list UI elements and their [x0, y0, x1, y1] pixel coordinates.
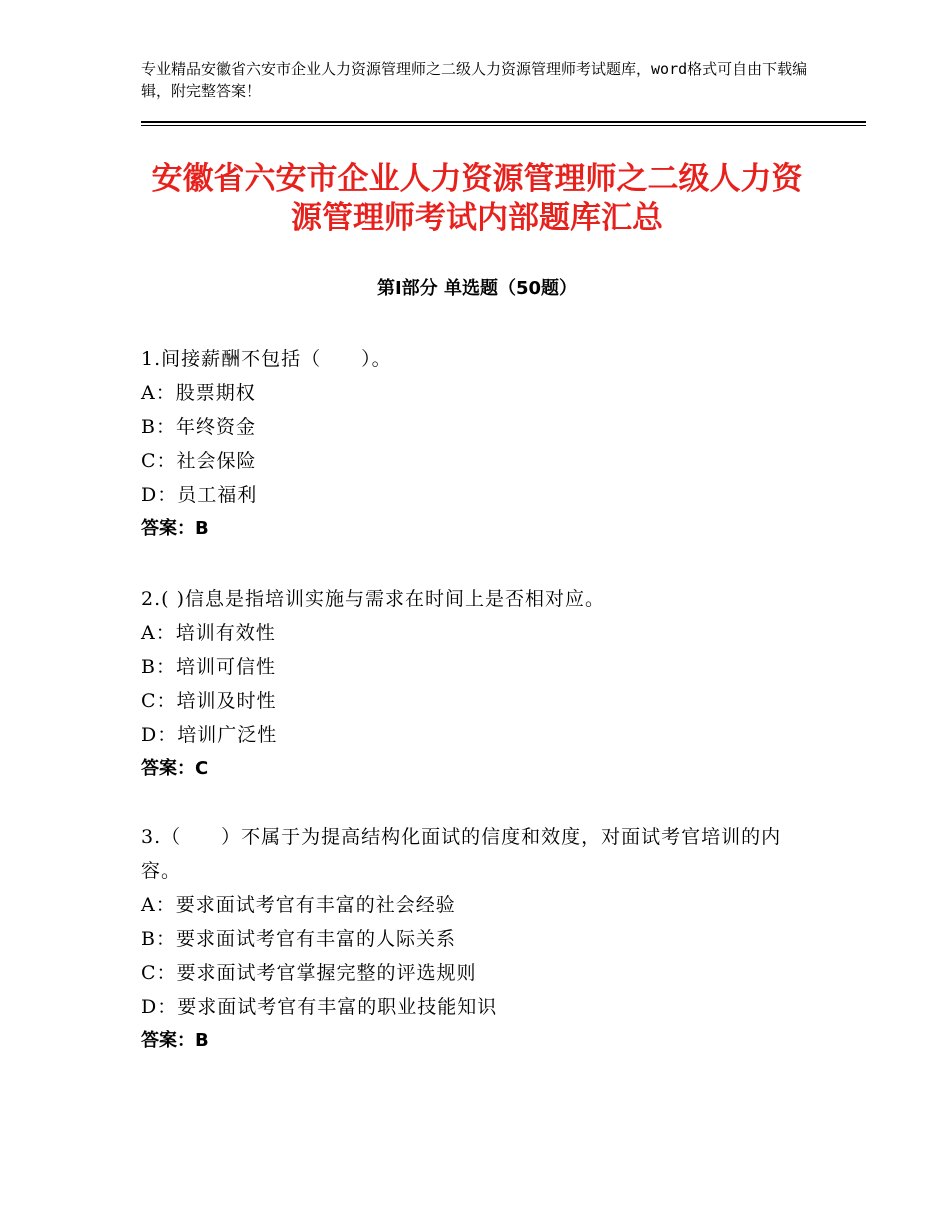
option-b: B：年终资金: [141, 416, 256, 438]
document-title: 安徽省六安市企业人力资源管理师之二级人力资源管理师考试内部题库汇总: [151, 161, 803, 236]
option-b: B：培训可信性: [141, 656, 276, 678]
option-a: A：培训有效性: [141, 622, 276, 644]
option-d: D：培训广泛性: [141, 724, 278, 746]
header-note: 专业精品安徽省六安市企业人力资源管理师之二级人力资源管理师考试题库，word格式可自由下载编辑，附完整答案！: [141, 60, 808, 100]
header-rule-thin: [141, 125, 866, 126]
answer-label: 答案：C: [141, 758, 209, 779]
section-title: 第Ⅰ部分 单选题（50题）: [376, 278, 577, 299]
question-stem: 3.（ ）不属于为提高结构化面试的信度和效度，对面试考官培训的内容。: [141, 826, 782, 882]
question-stem: 1.间接薪酬不包括（ ）。: [141, 348, 392, 370]
option-c: C：社会保险: [141, 450, 257, 472]
option-a: A：要求面试考官有丰富的社会经验: [141, 894, 456, 916]
option-a: A：股票期权: [141, 382, 256, 404]
option-b: B：要求面试考官有丰富的人际关系: [141, 928, 456, 950]
option-c: C：要求面试考官掌握完整的评选规则: [141, 962, 477, 984]
question-block: [141, 342, 821, 546]
header-rule-thick: [141, 121, 866, 123]
question-block: [141, 820, 821, 1058]
question-stem: 2.( )信息是指培训实施与需求在时间上是否相对应。: [141, 588, 605, 610]
option-d: D：要求面试考官有丰富的职业技能知识: [141, 996, 498, 1018]
answer-label: 答案：B: [141, 1030, 209, 1051]
option-d: D：员工福利: [141, 484, 258, 506]
question-block: [141, 582, 821, 786]
option-c: C：培训及时性: [141, 690, 277, 712]
answer-label: 答案：B: [141, 518, 209, 539]
